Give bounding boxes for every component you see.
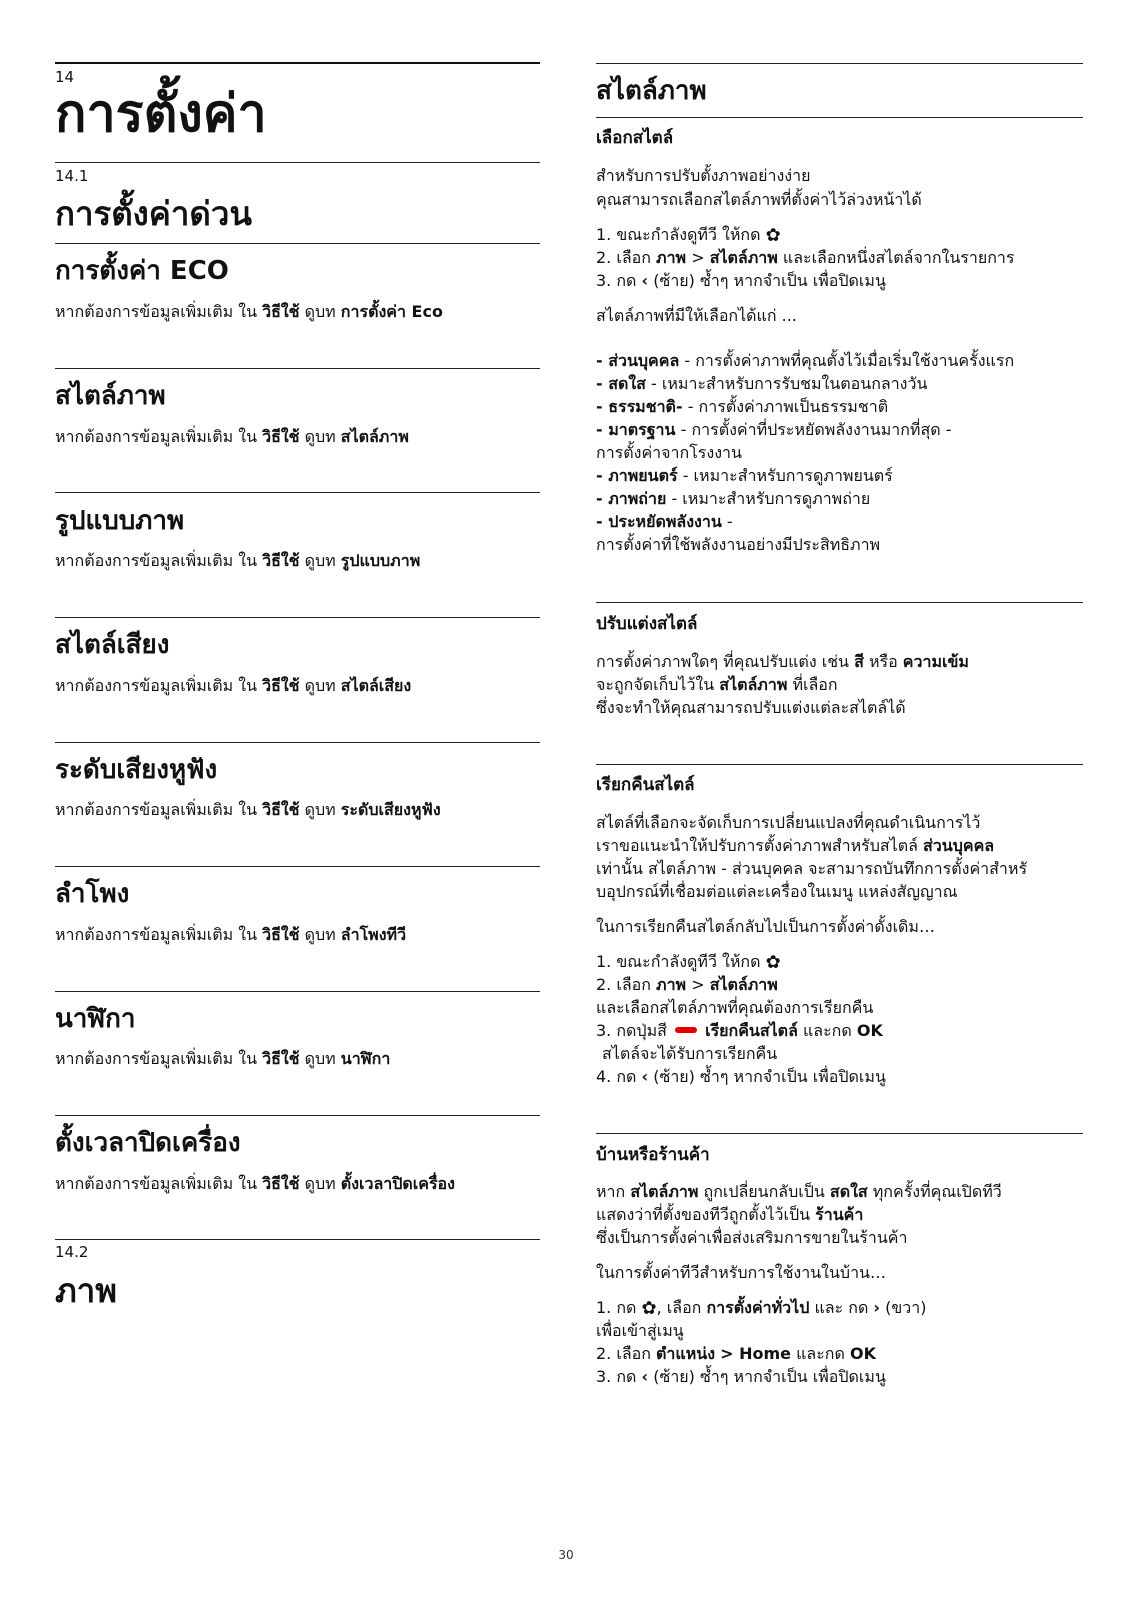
style-desc: การตั้งค่าที่ใช้พลังงานอย่างมีประสิทธิภาพ bbox=[596, 535, 881, 554]
step-text: และกด bbox=[796, 1344, 845, 1363]
section-title: การตั้งค่าด่วน bbox=[55, 194, 252, 233]
topic-name: ระดับเสียงหูฟัง bbox=[340, 800, 441, 819]
subsection-text bbox=[55, 1172, 540, 1196]
style-item bbox=[596, 441, 1083, 465]
step-line bbox=[596, 1065, 1083, 1089]
subsection-rule bbox=[55, 742, 540, 743]
manual-link: วิธีใช้ bbox=[262, 427, 300, 446]
location-name: ร้านค้า bbox=[815, 1205, 864, 1224]
lead-prefix: หากต้องการข้อมูลเพิ่มเติม ใน bbox=[55, 925, 257, 944]
style-item bbox=[596, 533, 1083, 557]
menu-name: ตำแหน่ง bbox=[656, 1344, 715, 1363]
subtopic-rule bbox=[596, 1133, 1083, 1134]
style-desc: การตั้งค่าจากโรงงาน bbox=[596, 443, 742, 462]
step-line bbox=[596, 1365, 1083, 1389]
text: จะถูกจัดเก็บไว้ใน bbox=[596, 675, 715, 694]
section-rule bbox=[55, 162, 540, 163]
paragraph-line bbox=[596, 673, 1083, 697]
style-name: - ธรรมชาติ- bbox=[596, 397, 683, 416]
manual-link: วิธีใช้ bbox=[262, 551, 300, 570]
see-topic: ดูบท bbox=[304, 925, 336, 944]
style-item bbox=[596, 395, 1083, 419]
subsection-text bbox=[55, 1047, 540, 1071]
menu-name: > Home bbox=[720, 1344, 791, 1363]
red-key-icon bbox=[675, 1027, 697, 1033]
subsection-text bbox=[55, 300, 540, 324]
topic-name: รูปแบบภาพ bbox=[340, 551, 421, 570]
subsection-text bbox=[55, 923, 540, 947]
text: ถูกเปลี่ยนกลับเป็น bbox=[703, 1182, 825, 1201]
paragraph-line: บอุปกรณ์ที่เชื่อมต่อแต่ละเครื่องในเมนู แหล่งสัญญาณ bbox=[596, 882, 958, 901]
manual-link: วิธีใช้ bbox=[262, 1049, 300, 1068]
step-line bbox=[596, 1019, 1083, 1043]
step-text: (ขวา) bbox=[885, 1298, 927, 1317]
style-desc: - เหมาะสำหรับการดูภาพถ่าย bbox=[671, 489, 871, 508]
chevron-left-icon: ‹ bbox=[641, 1067, 649, 1086]
step-text: และเลือกหนึ่งสไตล์จากในรายการ bbox=[782, 248, 1015, 267]
step-text: (ซ้าย) ซ้ำๆ หากจำเป็น เพื่อปิดเมนู bbox=[653, 1367, 886, 1386]
paragraph-line: สไตล์ที่เลือกจะจัดเก็บการเปลี่ยนแปลงที่คุณดำเนินการไว้ bbox=[596, 813, 981, 832]
lead-prefix: หากต้องการข้อมูลเพิ่มเติม ใน bbox=[55, 427, 257, 446]
chevron-left-icon: ‹ bbox=[641, 271, 649, 290]
paragraph-line bbox=[596, 1180, 1083, 1204]
menu-name: ภาพ bbox=[656, 248, 687, 267]
text: แสดงว่าที่ตั้งของทีวีถูกตั้งไว้เป็น bbox=[596, 1205, 811, 1224]
subsection-title: รูปแบบภาพ bbox=[55, 506, 185, 536]
paragraph-line: ซึ่งเป็นการตั้งค่าเพื่อส่งเสริมการขายในร้านค้า bbox=[596, 1228, 908, 1247]
style-name: ส่วนบุคคล bbox=[923, 836, 995, 855]
step-text: (ซ้าย) ซ้ำๆ หากจำเป็น เพื่อปิดเมนู bbox=[653, 271, 886, 290]
step-text: 2. เลือก bbox=[596, 248, 651, 267]
separator: > bbox=[691, 975, 705, 994]
topic-name: การตั้งค่า Eco bbox=[340, 302, 443, 321]
manual-link: วิธีใช้ bbox=[262, 800, 300, 819]
step-line bbox=[596, 223, 1083, 247]
text: การตั้งค่าภาพใดๆ ที่คุณปรับแต่ง เช่น bbox=[596, 652, 849, 671]
subsection-rule bbox=[55, 991, 540, 992]
style-item bbox=[596, 372, 1083, 396]
paragraph-line: ในการตั้งค่าทีวีสำหรับการใช้งานในบ้าน… bbox=[596, 1263, 886, 1282]
step-text: , เลือก bbox=[656, 1298, 702, 1317]
subsection-text bbox=[55, 798, 540, 822]
text: หรือ bbox=[868, 652, 898, 671]
text: หาก bbox=[596, 1182, 626, 1201]
lead-prefix: หากต้องการข้อมูลเพิ่มเติม ใน bbox=[55, 800, 257, 819]
see-topic: ดูบท bbox=[304, 676, 336, 695]
chapter-rule bbox=[55, 62, 540, 64]
lead-prefix: หากต้องการข้อมูลเพิ่มเติม ใน bbox=[55, 1174, 257, 1193]
menu-name: สไตล์ภาพ bbox=[630, 1182, 699, 1201]
style-name: - ภาพถ่าย bbox=[596, 489, 667, 508]
subsection-title: สไตล์ภาพ bbox=[55, 381, 166, 411]
style-desc: - การตั้งค่าที่ประหยัดพลังงานมากที่สุด - bbox=[680, 420, 952, 439]
lead-prefix: หากต้องการข้อมูลเพิ่มเติม ใน bbox=[55, 551, 257, 570]
step-line bbox=[596, 973, 1083, 997]
paragraph-line: คุณสามารถเลือกสไตล์ภาพที่ตั้งค่าไว้ล่วงหน้าได้ bbox=[596, 190, 922, 209]
paragraph-line: สไตล์ภาพที่มีให้เลือกได้แก่ ... bbox=[596, 306, 797, 325]
step-text: 3. กด bbox=[596, 271, 637, 290]
menu-name: สไตล์ภาพ bbox=[709, 248, 778, 267]
paragraph-line: ในการเรียกคืนสไตล์กลับไปเป็นการตั้งค่าดั้งเดิม… bbox=[596, 917, 935, 936]
step-text: 4. กด bbox=[596, 1067, 637, 1086]
menu-name: ภาพ bbox=[656, 975, 687, 994]
style-name: - ส่วนบุคคล bbox=[596, 351, 680, 370]
subsection-text bbox=[55, 549, 540, 573]
gear-icon: ✿ bbox=[641, 1298, 657, 1319]
style-item bbox=[596, 418, 1083, 442]
subsection-text bbox=[55, 674, 540, 698]
menu-name: สไตล์ภาพ bbox=[709, 975, 778, 994]
see-topic: ดูบท bbox=[304, 1174, 336, 1193]
lead-prefix: หากต้องการข้อมูลเพิ่มเติม ใน bbox=[55, 676, 257, 695]
style-name: - ประหยัดพลังงาน bbox=[596, 512, 722, 531]
step-line: สไตล์จะได้รับการเรียกคืน bbox=[602, 1044, 778, 1063]
style-item bbox=[596, 349, 1083, 373]
page-number: 30 bbox=[558, 1548, 574, 1562]
topic-title: สไตล์ภาพ bbox=[596, 76, 707, 106]
style-name: - มาตรฐาน bbox=[596, 420, 676, 439]
step-text: 1. ขณะกำลังดูทีวี ให้กด bbox=[596, 952, 761, 971]
text: ที่เลือก bbox=[792, 675, 838, 694]
subtopic-rule bbox=[596, 764, 1083, 765]
button-name: เรียกคืนสไตล์ bbox=[705, 1021, 798, 1040]
style-name: - สดใส bbox=[596, 374, 646, 393]
subtopic-heading: เรียกคืนสไตล์ bbox=[596, 775, 695, 795]
subsection-text bbox=[55, 425, 540, 449]
paragraph-line: สำหรับการปรับตั้งภาพอย่างง่าย bbox=[596, 166, 811, 185]
step-line bbox=[596, 269, 1083, 293]
style-desc: - เหมาะสำหรับการรับชมในตอนกลางวัน bbox=[651, 374, 928, 393]
subsection-rule bbox=[55, 368, 540, 369]
step-text: 3. กดปุ่มสี bbox=[596, 1021, 667, 1040]
manual-link: วิธีใช้ bbox=[262, 925, 300, 944]
section-rule bbox=[55, 1239, 540, 1240]
topic-name: สไตล์เสียง bbox=[340, 676, 412, 695]
step-text: และกด bbox=[802, 1021, 852, 1040]
step-line: และเลือกสไตล์ภาพที่คุณต้องการเรียกคืน bbox=[596, 998, 874, 1017]
style-desc: - bbox=[726, 512, 733, 531]
text: เราขอแนะนำให้ปรับการตั้งค่าภาพสำหรับสไตล์ bbox=[596, 836, 918, 855]
text: ทุกครั้งที่คุณเปิดทีวี bbox=[872, 1182, 1002, 1201]
style-desc: - การตั้งค่าภาพที่คุณตั้งไว้เมื่อเริ่มใช้งานครั้งแรก bbox=[684, 351, 1015, 370]
style-desc: - เหมาะสำหรับการดูภาพยนตร์ bbox=[682, 466, 893, 485]
style-name: สดใส bbox=[829, 1182, 868, 1201]
lead-prefix: หากต้องการข้อมูลเพิ่มเติม ใน bbox=[55, 1049, 257, 1068]
subtopic-rule bbox=[596, 117, 1083, 118]
chevron-left-icon: ‹ bbox=[641, 1367, 649, 1386]
separator: > bbox=[691, 248, 705, 267]
gear-icon: ✿ bbox=[765, 952, 781, 973]
step-text: 3. กด bbox=[596, 1367, 637, 1386]
manual-link: วิธีใช้ bbox=[262, 302, 300, 321]
subtopic-heading: ปรับแต่งสไตล์ bbox=[596, 614, 698, 634]
subtopic-heading: บ้านหรือร้านค้า bbox=[596, 1145, 710, 1165]
menu-name: สไตล์ภาพ bbox=[719, 675, 788, 694]
subsection-rule bbox=[55, 243, 540, 244]
style-item bbox=[596, 487, 1083, 511]
paragraph-line bbox=[596, 650, 1083, 674]
see-topic: ดูบท bbox=[304, 1049, 336, 1068]
step-text: 1. ขณะกำลังดูทีวี ให้กด bbox=[596, 225, 761, 244]
style-name: - ภาพยนตร์ bbox=[596, 466, 678, 485]
section-number: 14.2 bbox=[55, 1243, 89, 1261]
ok-key: OK bbox=[856, 1021, 883, 1040]
gear-icon: ✿ bbox=[765, 225, 781, 246]
style-desc: - การตั้งค่าภาพเป็นธรรมชาติ bbox=[687, 397, 889, 416]
chapter-title: การตั้งค่า bbox=[55, 84, 267, 144]
subsection-title: การตั้งค่า ECO bbox=[55, 256, 229, 286]
setting-name: สี bbox=[854, 652, 864, 671]
subtopic-heading: เลือกสไตล์ bbox=[596, 128, 674, 148]
topic-name: สไตล์ภาพ bbox=[340, 427, 409, 446]
ok-key: OK bbox=[849, 1344, 876, 1363]
manual-link: วิธีใช้ bbox=[262, 1174, 300, 1193]
subsection-title: สไตล์เสียง bbox=[55, 630, 170, 660]
subsection-rule bbox=[55, 866, 540, 867]
see-topic: ดูบท bbox=[304, 800, 336, 819]
step-text: และ กด bbox=[814, 1298, 869, 1317]
paragraph-line: ซึ่งจะทำให้คุณสามารถปรับแต่งแต่ละสไตล์ได้ bbox=[596, 698, 906, 717]
step-text: 2. เลือก bbox=[596, 1344, 651, 1363]
setting-name: ความเข้ม bbox=[902, 652, 969, 671]
topic-name: ตั้งเวลาปิดเครื่อง bbox=[340, 1174, 455, 1193]
step-text: 1. กด bbox=[596, 1298, 637, 1317]
step-text: 2. เลือก bbox=[596, 975, 651, 994]
paragraph-line bbox=[596, 834, 1083, 858]
see-topic: ดูบท bbox=[304, 302, 336, 321]
step-line bbox=[596, 1342, 1083, 1366]
section-title: ภาพ bbox=[55, 1271, 118, 1310]
subtopic-rule bbox=[596, 602, 1083, 603]
step-line: เพื่อเข้าสู่เมนู bbox=[596, 1321, 684, 1340]
step-line bbox=[596, 950, 1083, 974]
subsection-rule bbox=[55, 617, 540, 618]
section-number: 14.1 bbox=[55, 167, 89, 185]
subsection-rule bbox=[55, 492, 540, 493]
subsection-title: ตั้งเวลาปิดเครื่อง bbox=[55, 1128, 241, 1158]
paragraph-line bbox=[596, 1203, 1083, 1227]
see-topic: ดูบท bbox=[304, 427, 336, 446]
menu-name: การตั้งค่าทั่วไป bbox=[706, 1298, 810, 1317]
paragraph-line: เท่านั้น สไตล์ภาพ - ส่วนบุคคล จะสามารถบันทึกการตั้งค่าสำหรั bbox=[596, 859, 1028, 878]
chapter-number: 14 bbox=[55, 68, 75, 86]
subsection-rule bbox=[55, 1115, 540, 1116]
see-topic: ดูบท bbox=[304, 551, 336, 570]
subsection-title: นาฬิกา bbox=[55, 1004, 136, 1034]
subsection-title: ระดับเสียงหูฟัง bbox=[55, 755, 218, 785]
style-item bbox=[596, 464, 1083, 488]
subsection-title: ลำโพง bbox=[55, 879, 130, 909]
step-line bbox=[596, 1296, 1083, 1320]
chevron-right-icon: › bbox=[873, 1298, 881, 1317]
lead-prefix: หากต้องการข้อมูลเพิ่มเติม ใน bbox=[55, 302, 257, 321]
topic-name: นาฬิกา bbox=[340, 1049, 391, 1068]
topic-name: ลำโพงทีวี bbox=[340, 925, 407, 944]
style-item bbox=[596, 510, 1083, 534]
topic-rule bbox=[596, 63, 1083, 64]
step-text: (ซ้าย) ซ้ำๆ หากจำเป็น เพื่อปิดเมนู bbox=[653, 1067, 886, 1086]
manual-link: วิธีใช้ bbox=[262, 676, 300, 695]
step-line bbox=[596, 246, 1083, 270]
